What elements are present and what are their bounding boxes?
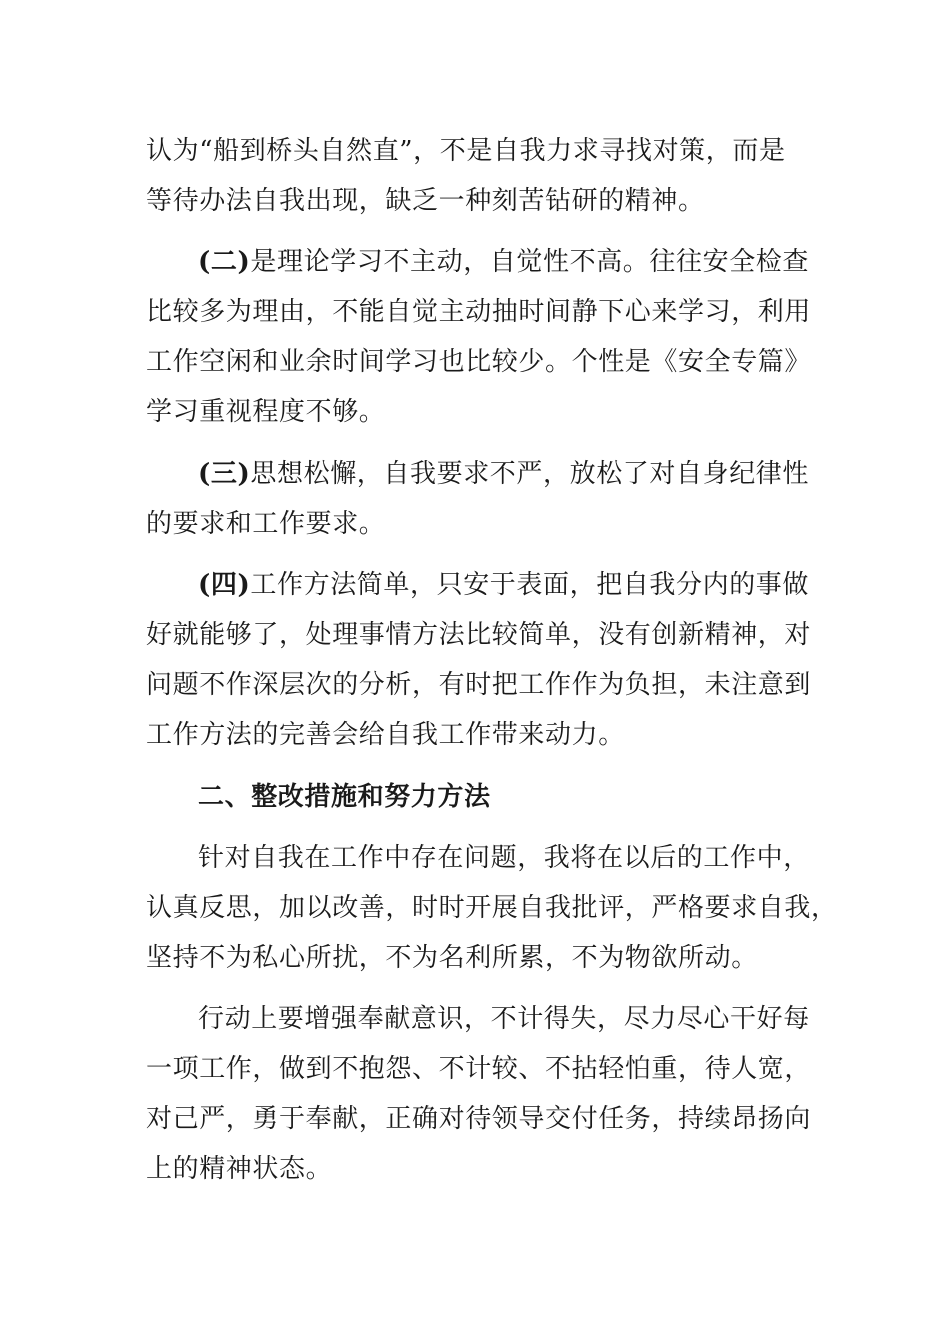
heading-text: 二、整改措施和努力方法: [198, 782, 491, 812]
text-line: 思想松懈，自我要求不严，放松了对自身纪律性: [250, 459, 810, 489]
text-line: 对己严，勇于奉献，正确对待领导交付任务，持续昂扬向: [146, 1104, 812, 1134]
text-line: 行动上要增强奉献意识，不计得失，尽力尽心干好每: [198, 1004, 810, 1034]
text-line: 一项工作，做到不抱怨、不计较、不拈轻怕重，待人宽，: [146, 1054, 812, 1084]
paragraph-line: [0, 395, 950, 429]
text-line: 工作方法的完善会给自我工作带来动力。: [146, 720, 625, 750]
paragraph-line: [0, 345, 950, 379]
paragraph-line: [0, 184, 950, 218]
text-line: 认真反思，加以改善，时时开展自我批评，严格要求自我，: [146, 893, 838, 923]
paragraph-line: [0, 891, 950, 925]
section-marker: (二): [198, 247, 251, 277]
text-line: 比较多为理由，不能自觉主动抽时间静下心来学习，利用: [146, 297, 812, 327]
section-heading: [0, 780, 950, 814]
text-line: 上的精神状态。: [146, 1154, 333, 1184]
text-line: 工作空闲和业余时间学习也比较少。个性是《安全专篇》: [146, 347, 812, 377]
text-line: 的要求和工作要求。: [146, 509, 386, 539]
paragraph-line: [0, 457, 950, 491]
text-line: 好就能够了，处理事情方法比较简单，没有创新精神，对: [146, 620, 812, 650]
paragraph-line: [0, 1152, 950, 1186]
paragraph-line: [0, 668, 950, 702]
paragraph-line: [0, 295, 950, 329]
text-line: 等待办法自我出现，缺乏一种刻苦钻研的精神。: [146, 186, 705, 216]
text-line: 是理论学习不主动，自觉性不高。往往安全检查: [250, 247, 810, 277]
section-marker: (四): [198, 570, 251, 600]
text-line: 认为“船到桥头自然直”，不是自我力求寻找对策，而是: [146, 136, 786, 166]
text-line: 学习重视程度不够。: [146, 397, 386, 427]
paragraph-line: [0, 1002, 950, 1036]
paragraph-line: [0, 134, 950, 168]
paragraph-line: [0, 841, 950, 875]
paragraph-line: [0, 618, 950, 652]
paragraph-line: [0, 941, 950, 975]
paragraph-line: [0, 245, 950, 279]
text-line: 坚持不为私心所扰，不为名利所累，不为物欲所动。: [146, 943, 758, 973]
text-line: 工作方法简单，只安于表面，把自我分内的事做: [250, 570, 810, 600]
paragraph-line: [0, 1052, 950, 1086]
text-line: 问题不作深层次的分析，有时把工作作为负担，未注意到: [146, 670, 812, 700]
paragraph-line: [0, 1102, 950, 1136]
section-marker: (三): [198, 459, 251, 489]
paragraph-line: [0, 718, 950, 752]
paragraph-line: [0, 507, 950, 541]
text-line: 针对自我在工作中存在问题，我将在以后的工作中，: [198, 843, 810, 873]
paragraph-line: [0, 568, 950, 602]
